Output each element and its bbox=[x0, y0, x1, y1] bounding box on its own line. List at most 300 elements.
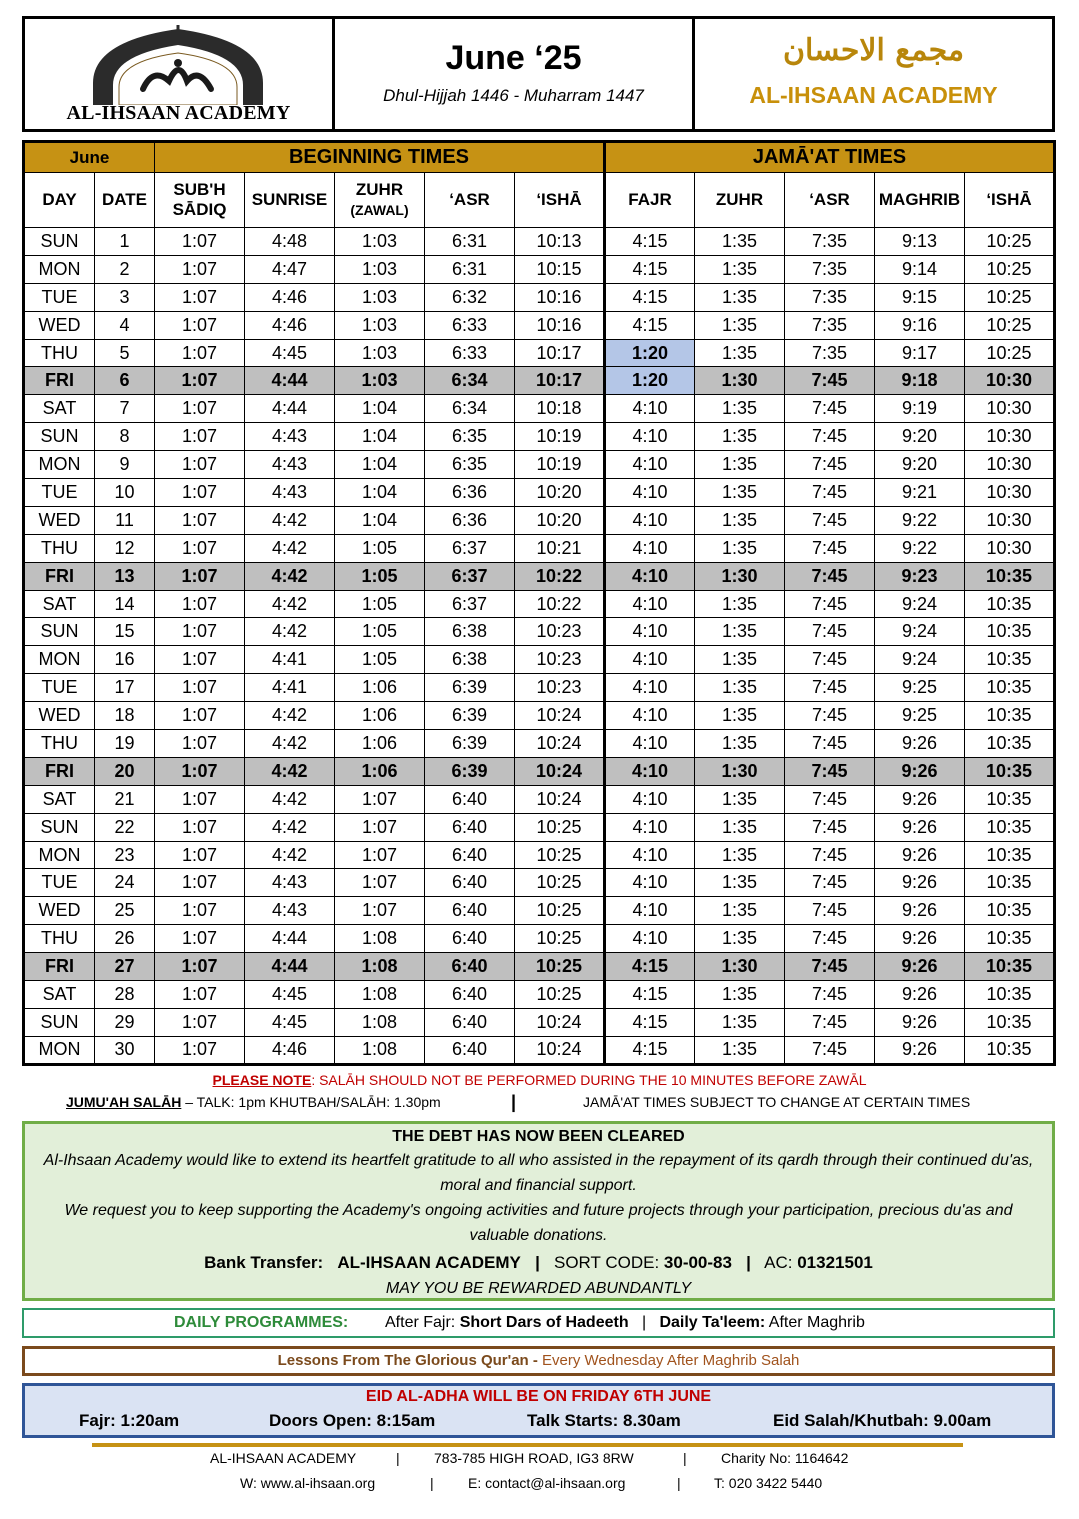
cell-asr: 6:31 bbox=[425, 255, 515, 283]
cell-sunrise: 4:43 bbox=[245, 897, 335, 925]
lessons-schedule: Every Wednesday After Maghrib Salah bbox=[542, 1352, 800, 1369]
cell-date: 20 bbox=[95, 757, 155, 785]
cell-isha: 10:25 bbox=[515, 869, 605, 897]
cell-date: 13 bbox=[95, 562, 155, 590]
eid-doors-open: Doors Open: 8:15am bbox=[269, 1411, 436, 1430]
cell-sunrise: 4:44 bbox=[245, 367, 335, 395]
footer-website[interactable]: W: www.al-ihsaan.org bbox=[240, 1475, 376, 1491]
cell-j-isha: 10:30 bbox=[965, 367, 1055, 395]
cell-j-fajr: 4:15 bbox=[605, 1008, 695, 1036]
cell-j-isha: 10:35 bbox=[965, 785, 1055, 813]
column-header-row bbox=[24, 173, 1055, 228]
cell-day: SAT bbox=[24, 785, 95, 813]
cell-sunrise: 4:42 bbox=[245, 730, 335, 758]
jumuah-label: JUMU'AH SALĀH bbox=[66, 1094, 182, 1110]
cell-zuhr: 1:04 bbox=[335, 423, 425, 451]
cell-j-asr: 7:35 bbox=[785, 228, 875, 256]
hijri-months: Dhul-Hijjah 1446 - Muharram 1447 bbox=[383, 86, 644, 105]
cell-day: THU bbox=[24, 534, 95, 562]
cell-zuhr: 1:07 bbox=[335, 897, 425, 925]
eid-talk-starts: Talk Starts: 8.30am bbox=[527, 1411, 681, 1430]
cell-j-asr: 7:35 bbox=[785, 283, 875, 311]
col-asr: ‘ASR bbox=[425, 173, 515, 228]
cell-asr: 6:35 bbox=[425, 423, 515, 451]
cell-j-maghrib: 9:19 bbox=[875, 395, 965, 423]
cell-j-isha: 10:25 bbox=[965, 283, 1055, 311]
cell-j-zuhr: 1:35 bbox=[695, 590, 785, 618]
cell-subh: 1:07 bbox=[155, 562, 245, 590]
cell-day: WED bbox=[24, 311, 95, 339]
cell-j-fajr: 4:10 bbox=[605, 897, 695, 925]
cell-zuhr: 1:06 bbox=[335, 730, 425, 758]
band-jamaat-times: JAMĀ'AT TIMES bbox=[605, 142, 1055, 173]
cell-day: FRI bbox=[24, 953, 95, 981]
cell-zuhr: 1:04 bbox=[335, 506, 425, 534]
arabic-name: مجمع الاحسان bbox=[782, 33, 965, 68]
cell-j-maghrib: 9:18 bbox=[875, 367, 965, 395]
cell-subh: 1:07 bbox=[155, 311, 245, 339]
cell-date: 18 bbox=[95, 702, 155, 730]
table-row bbox=[24, 841, 1055, 869]
cell-j-maghrib: 9:17 bbox=[875, 339, 965, 367]
cell-date: 29 bbox=[95, 1008, 155, 1036]
table-row bbox=[24, 646, 1055, 674]
debt-gratitude-text: Al-Ihsaan Academy would like to extend its heartfelt gratitude to all who assisted in the repayment of its qardh through their continued du'as, moral and financial support. bbox=[43, 1152, 1034, 1194]
cell-zuhr: 1:04 bbox=[335, 451, 425, 479]
cell-j-asr: 7:35 bbox=[785, 255, 875, 283]
cell-j-zuhr: 1:35 bbox=[695, 981, 785, 1009]
debt-cleared-box bbox=[22, 1121, 1055, 1301]
cell-isha: 10:24 bbox=[515, 757, 605, 785]
cell-j-fajr: 4:10 bbox=[605, 562, 695, 590]
cell-date: 7 bbox=[95, 395, 155, 423]
cell-subh: 1:07 bbox=[155, 451, 245, 479]
footer-divider bbox=[92, 1443, 963, 1447]
cell-j-zuhr: 1:30 bbox=[695, 953, 785, 981]
cell-date: 23 bbox=[95, 841, 155, 869]
cell-subh: 1:07 bbox=[155, 506, 245, 534]
cell-j-zuhr: 1:35 bbox=[695, 311, 785, 339]
col-jamaat-isha: ‘ISHĀ bbox=[965, 173, 1055, 228]
eid-box bbox=[22, 1383, 1055, 1438]
cell-sunrise: 4:41 bbox=[245, 646, 335, 674]
cell-j-maghrib: 9:26 bbox=[875, 785, 965, 813]
cell-j-fajr: 4:10 bbox=[605, 674, 695, 702]
cell-j-fajr: 1:20 bbox=[605, 339, 695, 367]
cell-j-fajr: 4:10 bbox=[605, 479, 695, 507]
cell-sunrise: 4:42 bbox=[245, 562, 335, 590]
cell-sunrise: 4:45 bbox=[245, 339, 335, 367]
cell-day: FRI bbox=[24, 757, 95, 785]
cell-isha: 10:22 bbox=[515, 590, 605, 618]
table-row bbox=[24, 590, 1055, 618]
cell-isha: 10:16 bbox=[515, 311, 605, 339]
cell-date: 22 bbox=[95, 813, 155, 841]
cell-j-maghrib: 9:26 bbox=[875, 1008, 965, 1036]
dome-logo-icon bbox=[83, 23, 273, 105]
cell-subh: 1:07 bbox=[155, 1008, 245, 1036]
cell-j-zuhr: 1:35 bbox=[695, 785, 785, 813]
cell-isha: 10:25 bbox=[515, 897, 605, 925]
footer-sep-3: | bbox=[430, 1475, 434, 1491]
cell-subh: 1:07 bbox=[155, 981, 245, 1009]
cell-asr: 6:39 bbox=[425, 730, 515, 758]
cell-j-fajr: 4:10 bbox=[605, 757, 695, 785]
footer-phone: T: 020 3422 5440 bbox=[714, 1475, 823, 1491]
cell-sunrise: 4:42 bbox=[245, 702, 335, 730]
cell-j-asr: 7:45 bbox=[785, 1036, 875, 1064]
cell-asr: 6:37 bbox=[425, 562, 515, 590]
header bbox=[22, 16, 1055, 132]
cell-day: WED bbox=[24, 897, 95, 925]
cell-j-isha: 10:35 bbox=[965, 757, 1055, 785]
cell-zuhr: 1:03 bbox=[335, 311, 425, 339]
cell-j-isha: 10:35 bbox=[965, 702, 1055, 730]
cell-sunrise: 4:43 bbox=[245, 869, 335, 897]
cell-date: 16 bbox=[95, 646, 155, 674]
cell-date: 14 bbox=[95, 590, 155, 618]
cell-asr: 6:40 bbox=[425, 1008, 515, 1036]
cell-zuhr: 1:08 bbox=[335, 925, 425, 953]
cell-j-fajr: 4:10 bbox=[605, 534, 695, 562]
cell-j-fajr: 4:15 bbox=[605, 283, 695, 311]
cell-asr: 6:34 bbox=[425, 367, 515, 395]
cell-zuhr: 1:06 bbox=[335, 757, 425, 785]
cell-asr: 6:38 bbox=[425, 618, 515, 646]
table-row bbox=[24, 367, 1055, 395]
cell-subh: 1:07 bbox=[155, 730, 245, 758]
cell-j-isha: 10:30 bbox=[965, 534, 1055, 562]
table-row bbox=[24, 534, 1055, 562]
cell-isha: 10:25 bbox=[515, 841, 605, 869]
cell-j-fajr: 4:10 bbox=[605, 646, 695, 674]
cell-zuhr: 1:05 bbox=[335, 646, 425, 674]
cell-date: 30 bbox=[95, 1036, 155, 1064]
col-subh-sadiq bbox=[155, 173, 245, 228]
cell-j-asr: 7:45 bbox=[785, 506, 875, 534]
cell-asr: 6:39 bbox=[425, 757, 515, 785]
cell-zuhr: 1:07 bbox=[335, 785, 425, 813]
cell-isha: 10:20 bbox=[515, 506, 605, 534]
col-zuhr-line2: (ZAWAL) bbox=[350, 202, 409, 218]
cell-j-zuhr: 1:35 bbox=[695, 534, 785, 562]
cell-j-asr: 7:45 bbox=[785, 367, 875, 395]
col-zuhr-zawal bbox=[335, 173, 425, 228]
cell-sunrise: 4:45 bbox=[245, 1008, 335, 1036]
bank-details bbox=[25, 1248, 1052, 1278]
cell-j-asr: 7:35 bbox=[785, 339, 875, 367]
cell-subh: 1:07 bbox=[155, 702, 245, 730]
cell-j-maghrib: 9:26 bbox=[875, 813, 965, 841]
cell-j-asr: 7:45 bbox=[785, 451, 875, 479]
footer-charity: Charity No: 1164642 bbox=[721, 1450, 849, 1466]
cell-day: TUE bbox=[24, 283, 95, 311]
col-sunrise: SUNRISE bbox=[245, 173, 335, 228]
cell-isha: 10:22 bbox=[515, 562, 605, 590]
programmes-details bbox=[385, 1310, 865, 1335]
cell-day: TUE bbox=[24, 869, 95, 897]
cell-date: 5 bbox=[95, 339, 155, 367]
cell-asr: 6:40 bbox=[425, 925, 515, 953]
account-number: 01321501 bbox=[797, 1253, 873, 1272]
cell-j-asr: 7:45 bbox=[785, 813, 875, 841]
cell-subh: 1:07 bbox=[155, 925, 245, 953]
cell-j-maghrib: 9:16 bbox=[875, 311, 965, 339]
academy-name: AL-IHSAAN ACADEMY bbox=[749, 82, 998, 108]
cell-subh: 1:07 bbox=[155, 228, 245, 256]
table-row bbox=[24, 283, 1055, 311]
table-row bbox=[24, 339, 1055, 367]
cell-j-maghrib: 9:22 bbox=[875, 506, 965, 534]
table-row bbox=[24, 451, 1055, 479]
cell-j-maghrib: 9:21 bbox=[875, 479, 965, 507]
cell-j-zuhr: 1:30 bbox=[695, 562, 785, 590]
cell-day: SAT bbox=[24, 590, 95, 618]
cell-zuhr: 1:06 bbox=[335, 702, 425, 730]
cell-j-isha: 10:35 bbox=[965, 562, 1055, 590]
cell-subh: 1:07 bbox=[155, 757, 245, 785]
cell-j-zuhr: 1:35 bbox=[695, 283, 785, 311]
cell-zuhr: 1:08 bbox=[335, 953, 425, 981]
cell-day: TUE bbox=[24, 674, 95, 702]
bank-account-name: AL-IHSAAN ACADEMY bbox=[337, 1253, 521, 1272]
cell-day: SUN bbox=[24, 618, 95, 646]
cell-j-fajr: 4:15 bbox=[605, 311, 695, 339]
cell-date: 28 bbox=[95, 981, 155, 1009]
bank-sep-1: | bbox=[535, 1253, 540, 1272]
logo-text: AL-IHSAAN ACADEMY bbox=[66, 102, 291, 124]
cell-j-isha: 10:25 bbox=[965, 339, 1055, 367]
fajr-programme: Short Dars of Hadeeth bbox=[459, 1314, 629, 1331]
table-row bbox=[24, 925, 1055, 953]
footer-sep-1: | bbox=[396, 1450, 400, 1466]
cell-j-zuhr: 1:35 bbox=[695, 925, 785, 953]
cell-isha: 10:21 bbox=[515, 534, 605, 562]
name-block bbox=[695, 19, 1052, 129]
cell-zuhr: 1:04 bbox=[335, 479, 425, 507]
cell-subh: 1:07 bbox=[155, 897, 245, 925]
prayer-timetable bbox=[22, 140, 1056, 1066]
cell-j-asr: 7:45 bbox=[785, 925, 875, 953]
cell-j-isha: 10:25 bbox=[965, 311, 1055, 339]
cell-j-fajr: 4:15 bbox=[605, 1036, 695, 1064]
cell-day: SUN bbox=[24, 228, 95, 256]
cell-day: MON bbox=[24, 255, 95, 283]
account-label: AC: bbox=[764, 1253, 793, 1272]
cell-j-asr: 7:45 bbox=[785, 730, 875, 758]
cell-subh: 1:07 bbox=[155, 590, 245, 618]
cell-subh: 1:07 bbox=[155, 674, 245, 702]
cell-j-maghrib: 9:26 bbox=[875, 869, 965, 897]
cell-sunrise: 4:42 bbox=[245, 506, 335, 534]
cell-j-isha: 10:35 bbox=[965, 981, 1055, 1009]
cell-isha: 10:25 bbox=[515, 925, 605, 953]
cell-date: 17 bbox=[95, 674, 155, 702]
cell-j-isha: 10:30 bbox=[965, 451, 1055, 479]
cell-sunrise: 4:43 bbox=[245, 423, 335, 451]
cell-date: 8 bbox=[95, 423, 155, 451]
cell-j-asr: 7:45 bbox=[785, 562, 875, 590]
cell-j-isha: 10:35 bbox=[965, 841, 1055, 869]
cell-j-maghrib: 9:26 bbox=[875, 1036, 965, 1064]
cell-j-isha: 10:25 bbox=[965, 255, 1055, 283]
cell-zuhr: 1:07 bbox=[335, 869, 425, 897]
table-row bbox=[24, 562, 1055, 590]
cell-j-isha: 10:35 bbox=[965, 925, 1055, 953]
cell-day: MON bbox=[24, 1036, 95, 1064]
cell-j-fajr: 4:15 bbox=[605, 953, 695, 981]
cell-asr: 6:36 bbox=[425, 479, 515, 507]
cell-isha: 10:24 bbox=[515, 702, 605, 730]
cell-date: 26 bbox=[95, 925, 155, 953]
cell-subh: 1:07 bbox=[155, 785, 245, 813]
cell-j-maghrib: 9:14 bbox=[875, 255, 965, 283]
taleem-time: After Maghrib bbox=[765, 1314, 865, 1331]
cell-j-fajr: 4:10 bbox=[605, 590, 695, 618]
cell-day: THU bbox=[24, 730, 95, 758]
cell-day: MON bbox=[24, 841, 95, 869]
cell-day: THU bbox=[24, 925, 95, 953]
cell-asr: 6:40 bbox=[425, 785, 515, 813]
cell-j-fajr: 4:10 bbox=[605, 785, 695, 813]
cell-sunrise: 4:48 bbox=[245, 228, 335, 256]
cell-zuhr: 1:03 bbox=[335, 283, 425, 311]
cell-j-maghrib: 9:26 bbox=[875, 841, 965, 869]
cell-day: MON bbox=[24, 646, 95, 674]
cell-j-maghrib: 9:15 bbox=[875, 283, 965, 311]
table-row bbox=[24, 1008, 1055, 1036]
cell-zuhr: 1:08 bbox=[335, 981, 425, 1009]
cell-j-asr: 7:45 bbox=[785, 702, 875, 730]
cell-j-zuhr: 1:35 bbox=[695, 869, 785, 897]
cell-j-asr: 7:45 bbox=[785, 423, 875, 451]
cell-j-fajr: 4:10 bbox=[605, 423, 695, 451]
cell-j-maghrib: 9:26 bbox=[875, 897, 965, 925]
cell-subh: 1:07 bbox=[155, 953, 245, 981]
cell-j-asr: 7:45 bbox=[785, 646, 875, 674]
cell-j-asr: 7:45 bbox=[785, 590, 875, 618]
cell-asr: 6:37 bbox=[425, 534, 515, 562]
cell-isha: 10:13 bbox=[515, 228, 605, 256]
col-date: DATE bbox=[95, 173, 155, 228]
cell-j-asr: 7:45 bbox=[785, 981, 875, 1009]
cell-j-maghrib: 9:22 bbox=[875, 534, 965, 562]
taleem-label: Daily Ta'leem: bbox=[659, 1314, 766, 1331]
cell-j-isha: 10:35 bbox=[965, 1036, 1055, 1064]
cell-sunrise: 4:46 bbox=[245, 1036, 335, 1064]
cell-asr: 6:38 bbox=[425, 646, 515, 674]
footer-email[interactable]: E: contact@al-ihsaan.org bbox=[468, 1475, 626, 1491]
cell-subh: 1:07 bbox=[155, 813, 245, 841]
cell-asr: 6:35 bbox=[425, 451, 515, 479]
cell-date: 9 bbox=[95, 451, 155, 479]
sort-code: 30-00-83 bbox=[663, 1253, 732, 1272]
table-row bbox=[24, 813, 1055, 841]
cell-j-asr: 7:45 bbox=[785, 395, 875, 423]
cell-j-fajr: 4:10 bbox=[605, 730, 695, 758]
quran-lessons bbox=[22, 1346, 1055, 1376]
cell-isha: 10:24 bbox=[515, 730, 605, 758]
cell-isha: 10:20 bbox=[515, 479, 605, 507]
footer-name: AL-IHSAAN ACADEMY bbox=[210, 1450, 357, 1466]
cell-j-fajr: 4:10 bbox=[605, 618, 695, 646]
table-row bbox=[24, 255, 1055, 283]
cell-j-zuhr: 1:35 bbox=[695, 702, 785, 730]
eid-times bbox=[25, 1408, 1052, 1434]
cell-isha: 10:25 bbox=[515, 813, 605, 841]
lessons-title: Lessons From The Glorious Qur'an - bbox=[277, 1352, 543, 1369]
cell-j-isha: 10:35 bbox=[965, 674, 1055, 702]
table-row bbox=[24, 395, 1055, 423]
cell-j-zuhr: 1:35 bbox=[695, 255, 785, 283]
cell-j-maghrib: 9:24 bbox=[875, 646, 965, 674]
table-row bbox=[24, 981, 1055, 1009]
cell-zuhr: 1:08 bbox=[335, 1008, 425, 1036]
jumuah-text: – TALK: 1pm KHUTBAH/SALĀH: 1.30pm bbox=[181, 1094, 441, 1110]
cell-asr: 6:40 bbox=[425, 869, 515, 897]
cell-date: 1 bbox=[95, 228, 155, 256]
col-subh-line2: SĀDIQ bbox=[172, 200, 227, 219]
cell-j-maghrib: 9:24 bbox=[875, 618, 965, 646]
cell-sunrise: 4:43 bbox=[245, 479, 335, 507]
cell-zuhr: 1:04 bbox=[335, 395, 425, 423]
table-row bbox=[24, 785, 1055, 813]
please-note-label: PLEASE NOTE bbox=[212, 1072, 312, 1088]
blessing-text: MAY YOU BE REWARDED ABUNDANTLY bbox=[385, 1280, 692, 1297]
cell-j-maghrib: 9:26 bbox=[875, 953, 965, 981]
cell-sunrise: 4:41 bbox=[245, 674, 335, 702]
cell-subh: 1:07 bbox=[155, 1036, 245, 1064]
bank-label: Bank Transfer: bbox=[204, 1253, 324, 1272]
table-row bbox=[24, 953, 1055, 981]
cell-j-fajr: 1:20 bbox=[605, 367, 695, 395]
cell-j-maghrib: 9:24 bbox=[875, 590, 965, 618]
cell-date: 12 bbox=[95, 534, 155, 562]
col-day: DAY bbox=[24, 173, 95, 228]
cell-day: SUN bbox=[24, 1008, 95, 1036]
cell-date: 25 bbox=[95, 897, 155, 925]
cell-zuhr: 1:05 bbox=[335, 562, 425, 590]
cell-subh: 1:07 bbox=[155, 423, 245, 451]
cell-isha: 10:25 bbox=[515, 953, 605, 981]
cell-isha: 10:19 bbox=[515, 423, 605, 451]
cell-date: 27 bbox=[95, 953, 155, 981]
cell-date: 6 bbox=[95, 367, 155, 395]
timetable-body bbox=[24, 228, 1055, 1065]
cell-zuhr: 1:03 bbox=[335, 339, 425, 367]
cell-date: 10 bbox=[95, 479, 155, 507]
jumuah-note bbox=[66, 1094, 441, 1110]
cell-j-zuhr: 1:35 bbox=[695, 618, 785, 646]
cell-sunrise: 4:42 bbox=[245, 813, 335, 841]
band-beginning-times: BEGINNING TIMES bbox=[155, 142, 605, 173]
cell-j-isha: 10:35 bbox=[965, 897, 1055, 925]
cell-j-zuhr: 1:35 bbox=[695, 228, 785, 256]
cell-j-asr: 7:45 bbox=[785, 897, 875, 925]
daily-programmes bbox=[22, 1308, 1055, 1338]
cell-j-zuhr: 1:35 bbox=[695, 841, 785, 869]
cell-sunrise: 4:46 bbox=[245, 311, 335, 339]
table-row bbox=[24, 228, 1055, 256]
cell-day: FRI bbox=[24, 562, 95, 590]
cell-j-fajr: 4:15 bbox=[605, 981, 695, 1009]
cell-j-isha: 10:35 bbox=[965, 590, 1055, 618]
cell-asr: 6:31 bbox=[425, 228, 515, 256]
cell-isha: 10:25 bbox=[515, 981, 605, 1009]
cell-asr: 6:40 bbox=[425, 841, 515, 869]
table-row bbox=[24, 311, 1055, 339]
cell-j-zuhr: 1:35 bbox=[695, 506, 785, 534]
